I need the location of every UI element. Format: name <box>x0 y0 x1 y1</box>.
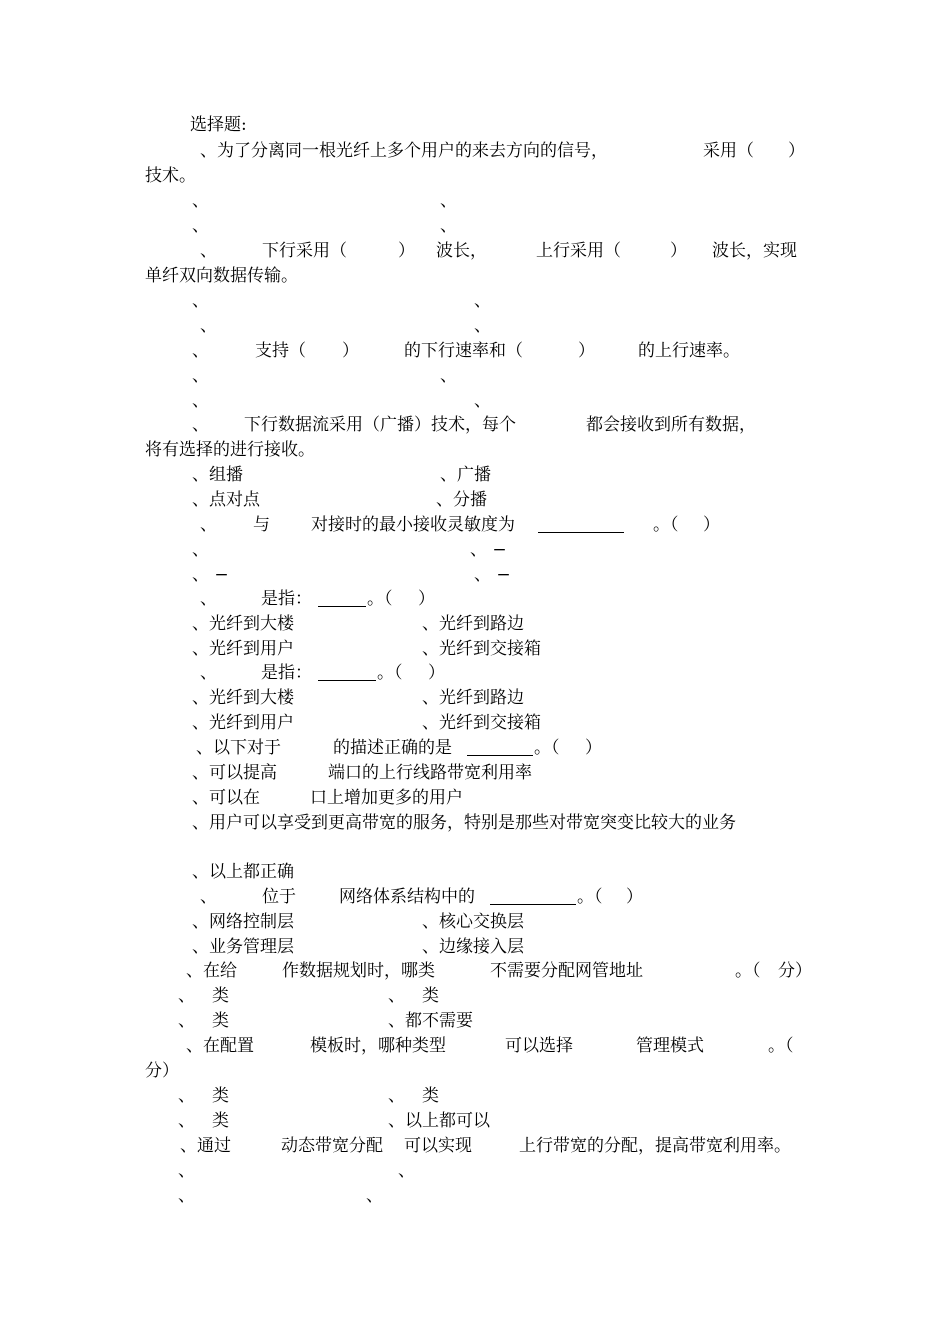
q4-option-a: 、组播 <box>192 465 243 485</box>
q5-answer-blank[interactable] <box>538 514 624 536</box>
q7-option-d: 、光纤到交接箱 <box>422 713 541 733</box>
q10-text-3: 不需要分配网管地址 <box>490 961 643 981</box>
q10-text-5: 分） <box>778 961 812 981</box>
q4-option-d: 、分播 <box>436 490 487 510</box>
q6-text-1: 是指： <box>261 589 312 609</box>
q2-text-6: 波长，实现 <box>712 241 797 261</box>
q3-option-c: 、 <box>192 391 209 411</box>
q9-text-3: 。（ <box>577 887 603 907</box>
q3-text-5: 的上行速率。 <box>638 341 740 361</box>
q11-option-d: 、以上都可以 <box>388 1111 490 1131</box>
q2-text-3: 波长， <box>436 241 487 261</box>
q2-text-4: 上行采用（ <box>536 241 621 261</box>
q8-option-a-2: 端口的上行线路带宽利用率 <box>328 763 532 783</box>
q8-text-3: 。（ <box>534 738 560 758</box>
q1-stem-a: 、为了分离同一根光纤上多个用户的来去方向的信号， <box>200 141 608 161</box>
q7-text-2: 。（ <box>377 663 403 683</box>
q1-stem-cont: 技术。 <box>145 166 196 186</box>
q9-option-c: 、业务管理层 <box>192 937 294 957</box>
q8-text-2: 的描述正确的是 <box>333 738 452 758</box>
q5-text-4: ） <box>703 515 720 535</box>
q5-option-a: 、 <box>192 540 209 560</box>
q7-text-1: 是指： <box>261 663 312 683</box>
q10-option-a-1: 、 <box>178 986 195 1006</box>
q6-text-2: 。（ <box>367 589 393 609</box>
q9-option-b: 、核心交换层 <box>422 912 524 932</box>
q5-option-b: 、 − <box>470 540 507 560</box>
q5-text-1: 与 <box>253 515 270 535</box>
q8-text-4: ） <box>585 738 602 758</box>
q11-text-3: 可以选择 <box>505 1036 573 1056</box>
q11-option-c-1: 、 <box>178 1111 195 1131</box>
q1-option-b: 、 <box>440 191 457 211</box>
q3-option-b: 、 <box>440 366 457 386</box>
q10-option-b-2: 类 <box>422 986 439 1006</box>
q5-option-d: 、 − <box>474 565 511 585</box>
q1-option-c: 、 <box>192 216 209 236</box>
q8-option-a-1: 、可以提高 <box>192 763 277 783</box>
q4-option-c: 、点对点 <box>192 490 260 510</box>
q2-option-d: 、 <box>474 316 491 336</box>
q8-option-b-1: 、可以在 <box>192 788 260 808</box>
q7-answer-blank[interactable] <box>318 662 376 684</box>
q6-answer-blank[interactable] <box>318 588 366 610</box>
q12-option-c: 、 <box>178 1186 195 1206</box>
q3-option-a: 、 <box>192 366 209 386</box>
q1-option-a: 、 <box>192 191 209 211</box>
q5-number: 、 <box>200 515 217 535</box>
q4-text-1: 下行数据流采用（广播）技术，每个 <box>244 415 516 435</box>
q4-number: 、 <box>192 415 209 435</box>
q8-option-c: 、用户可以享受到更高带宽的服务，特别是那些对带宽突变比较大的业务 <box>192 813 736 833</box>
q4-text-2: 都会接收到所有数据， <box>586 415 756 435</box>
q5-option-c: 、 − <box>192 565 229 585</box>
q2-option-c: 、 <box>200 316 217 336</box>
q10-option-d: 、都不需要 <box>388 1011 473 1031</box>
q1-option-d: 、 <box>440 216 457 236</box>
q12-text-1: 、通过 <box>180 1136 231 1156</box>
q8-answer-blank[interactable] <box>467 737 533 759</box>
q3-text-2: ） <box>342 341 359 361</box>
q11-option-c-2: 类 <box>212 1111 229 1131</box>
q10-option-a-2: 类 <box>212 986 229 1006</box>
section-title: 选择题: <box>190 115 247 135</box>
q12-option-b: 、 <box>398 1161 415 1181</box>
q5-text-2: 对接时的最小接收灵敏度为 <box>311 515 515 535</box>
q4-stem-cont: 将有选择的进行接收。 <box>145 440 315 460</box>
q5-text-3: 。（ <box>653 515 679 535</box>
q9-option-a: 、网络控制层 <box>192 912 294 932</box>
q11-text-1: 、在配置 <box>186 1036 254 1056</box>
q3-number: 、 <box>192 341 209 361</box>
q12-text-2: 动态带宽分配 <box>281 1136 383 1156</box>
q2-text-1: 下行采用（ <box>262 241 347 261</box>
q12-text-4: 上行带宽的分配，提高带宽利用率。 <box>519 1136 791 1156</box>
q10-option-b-1: 、 <box>388 986 405 1006</box>
q8-text-1: 、以下对于 <box>196 738 281 758</box>
q3-option-d: 、 <box>474 391 491 411</box>
q11-text-2: 模板时，哪种类型 <box>310 1036 446 1056</box>
q2-stem-cont: 单纤双向数据传输。 <box>145 266 298 286</box>
q11-text-4: 管理模式 <box>636 1036 704 1056</box>
q11-option-a-2: 类 <box>212 1086 229 1106</box>
q9-number: 、 <box>200 887 217 907</box>
q3-text-3: 的下行速率和（ <box>404 341 523 361</box>
q2-text-2: ） <box>398 241 415 261</box>
q10-option-c-1: 、 <box>178 1011 195 1031</box>
q1-stem-b: 采用（ <box>703 141 754 161</box>
q12-option-d: 、 <box>366 1186 383 1206</box>
q11-text-5: 。（ <box>768 1036 794 1056</box>
q10-text-1: 、在给 <box>186 961 237 981</box>
q2-text-5: ） <box>670 241 687 261</box>
q6-option-d: 、光纤到交接箱 <box>422 639 541 659</box>
q6-text-3: ） <box>418 589 435 609</box>
q2-option-a: 、 <box>192 291 209 311</box>
q10-text-2: 作数据规划时，哪类 <box>282 961 435 981</box>
q7-option-a: 、光纤到大楼 <box>192 688 294 708</box>
q7-option-c: 、光纤到用户 <box>192 713 294 733</box>
q6-option-c: 、光纤到用户 <box>192 639 294 659</box>
q2-number: 、 <box>200 241 217 261</box>
q8-option-d: 、以上都正确 <box>192 862 294 882</box>
q9-text-4: ） <box>626 887 643 907</box>
q11-option-a-1: 、 <box>178 1086 195 1106</box>
q2-option-b: 、 <box>474 291 491 311</box>
q12-option-a: 、 <box>178 1161 195 1181</box>
q6-option-b: 、光纤到路边 <box>422 614 524 634</box>
q10-option-c-2: 类 <box>212 1011 229 1031</box>
q11-option-b-1: 、 <box>388 1086 405 1106</box>
q11-option-b-2: 类 <box>422 1086 439 1106</box>
q10-text-4: 。（ <box>735 961 761 981</box>
q7-option-b: 、光纤到路边 <box>422 688 524 708</box>
q7-number: 、 <box>200 663 217 683</box>
q3-text-4: ） <box>578 341 595 361</box>
q9-option-d: 、边缘接入层 <box>422 937 524 957</box>
q9-text-2: 网络体系结构中的 <box>339 887 475 907</box>
q7-text-3: ） <box>428 663 445 683</box>
q1-stem-c: ） <box>788 141 805 161</box>
q8-option-b-2: 口上增加更多的用户 <box>310 788 463 808</box>
q12-text-3: 可以实现 <box>404 1136 472 1156</box>
q4-option-b: 、广播 <box>440 465 491 485</box>
q11-stem-cont: 分） <box>145 1061 179 1081</box>
q9-answer-blank[interactable] <box>490 886 576 908</box>
q3-text-1: 支持（ <box>255 341 306 361</box>
q9-text-1: 位于 <box>262 887 296 907</box>
q6-option-a: 、光纤到大楼 <box>192 614 294 634</box>
q6-number: 、 <box>200 589 217 609</box>
